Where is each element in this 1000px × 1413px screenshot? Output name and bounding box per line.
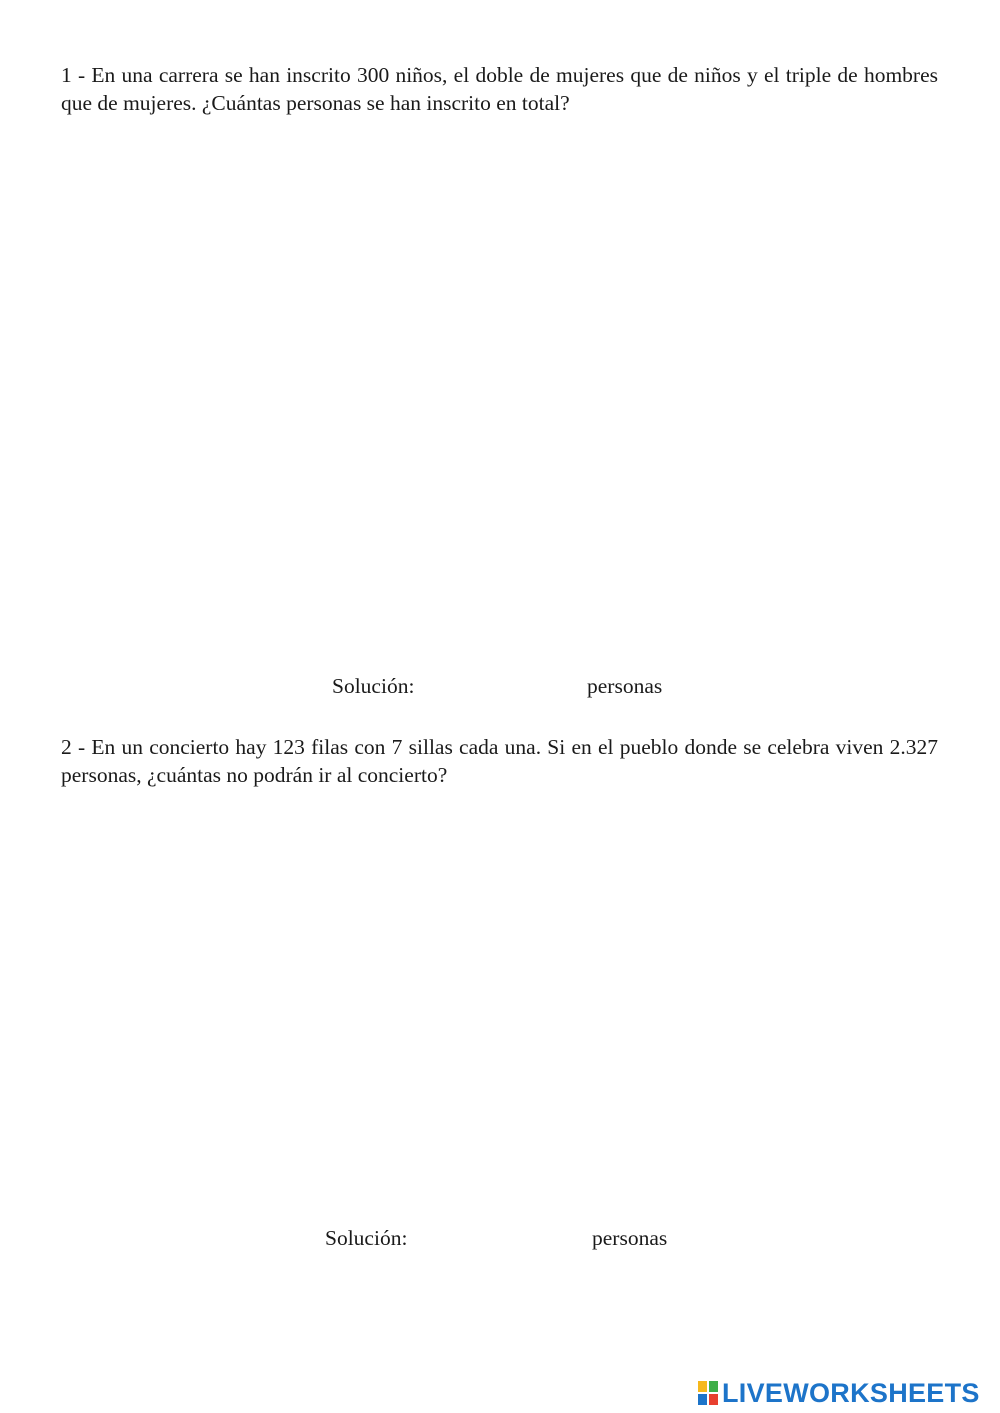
problem-1-solution-label: Solución: — [332, 674, 415, 698]
problem-2-work-area — [61, 797, 938, 1207]
problem-1-text: 1 - En una carrera se han inscrito 300 niños, el doble de mujeres que de niños y el triple de hombres que de mujeres. ¿Cuántas personas se han inscrito en total? — [61, 63, 938, 115]
problem-2-unit: personas — [592, 1226, 668, 1250]
problem-2-answer-input[interactable] — [424, 1223, 574, 1253]
problem-1-answer-input[interactable] — [426, 671, 576, 701]
problem-2-solution-label: Solución: — [325, 1226, 408, 1250]
problem-1-work-area — [61, 125, 938, 655]
problem-1-unit: personas — [587, 674, 663, 698]
problem-2-text: 2 - En un concierto hay 123 filas con 7 sillas cada una. Si en el pueblo donde se celebra viven 2.327 personas, ¿cuántas no podrán ir al concierto? — [61, 735, 938, 787]
liveworksheets-logo-text: LIVEWORKSHEETS — [722, 1378, 980, 1408]
liveworksheets-logo-icon — [697, 1380, 719, 1406]
liveworksheets-logo — [697, 1378, 980, 1408]
